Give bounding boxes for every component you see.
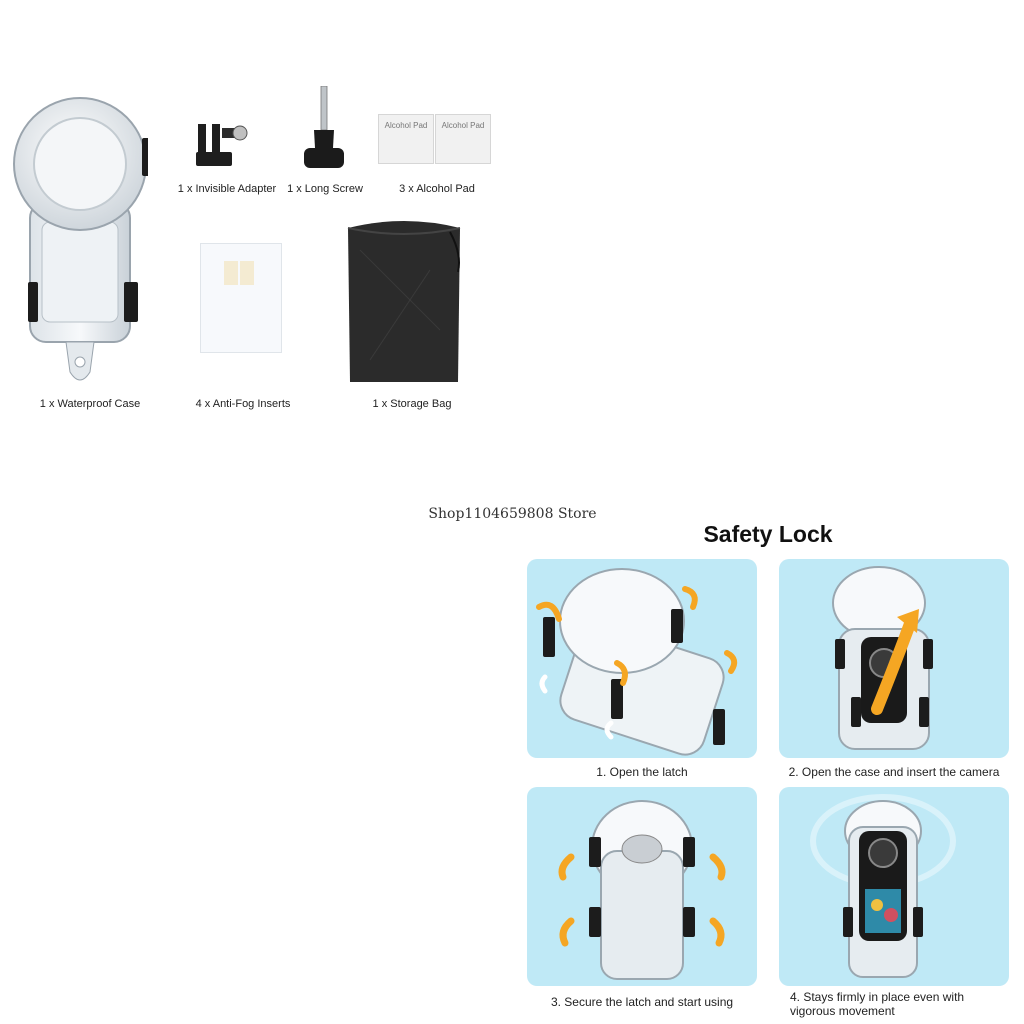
step-4-label: 4. Stays firmly in place even with vigorous movement xyxy=(790,990,965,1018)
step-2-illustration xyxy=(779,559,1009,758)
item-label-alcohol-pad: 3 x Alcohol Pad xyxy=(399,183,475,195)
alcohol-pad-text: Alcohol Pad xyxy=(441,121,485,130)
step-1-illustration xyxy=(527,559,757,758)
step-2-label: 2. Open the case and insert the camera xyxy=(788,765,1000,779)
alcohol-pad-packet xyxy=(378,114,434,164)
anti-fog-inserts-icon xyxy=(200,243,282,353)
alcohol-pad-text: Alcohol Pad xyxy=(384,121,428,130)
screw-icon xyxy=(300,86,350,172)
store-watermark: Shop1104659808 Store xyxy=(428,506,597,522)
storage-bag-icon xyxy=(340,210,468,386)
safety-lock-title: Safety Lock xyxy=(703,521,833,547)
alcohol-pad-icon xyxy=(378,114,492,164)
item-label-adapter: 1 x Invisible Adapter xyxy=(177,183,277,195)
step-4-illustration xyxy=(779,787,1009,986)
item-label-screw: 1 x Long Screw xyxy=(287,183,363,195)
waterproof-case-image xyxy=(8,92,148,392)
adapter-icon xyxy=(192,118,252,170)
alcohol-pad-packet xyxy=(435,114,491,164)
item-label-storage-bag: 1 x Storage Bag xyxy=(372,398,452,410)
item-label-waterproof-case: 1 x Waterproof Case xyxy=(39,398,141,410)
step-3-illustration xyxy=(527,787,757,986)
step-3-label: 3. Secure the latch and start using xyxy=(550,995,734,1009)
item-label-anti-fog: 4 x Anti-Fog Inserts xyxy=(195,398,291,410)
step-1-label: 1. Open the latch xyxy=(596,765,688,779)
